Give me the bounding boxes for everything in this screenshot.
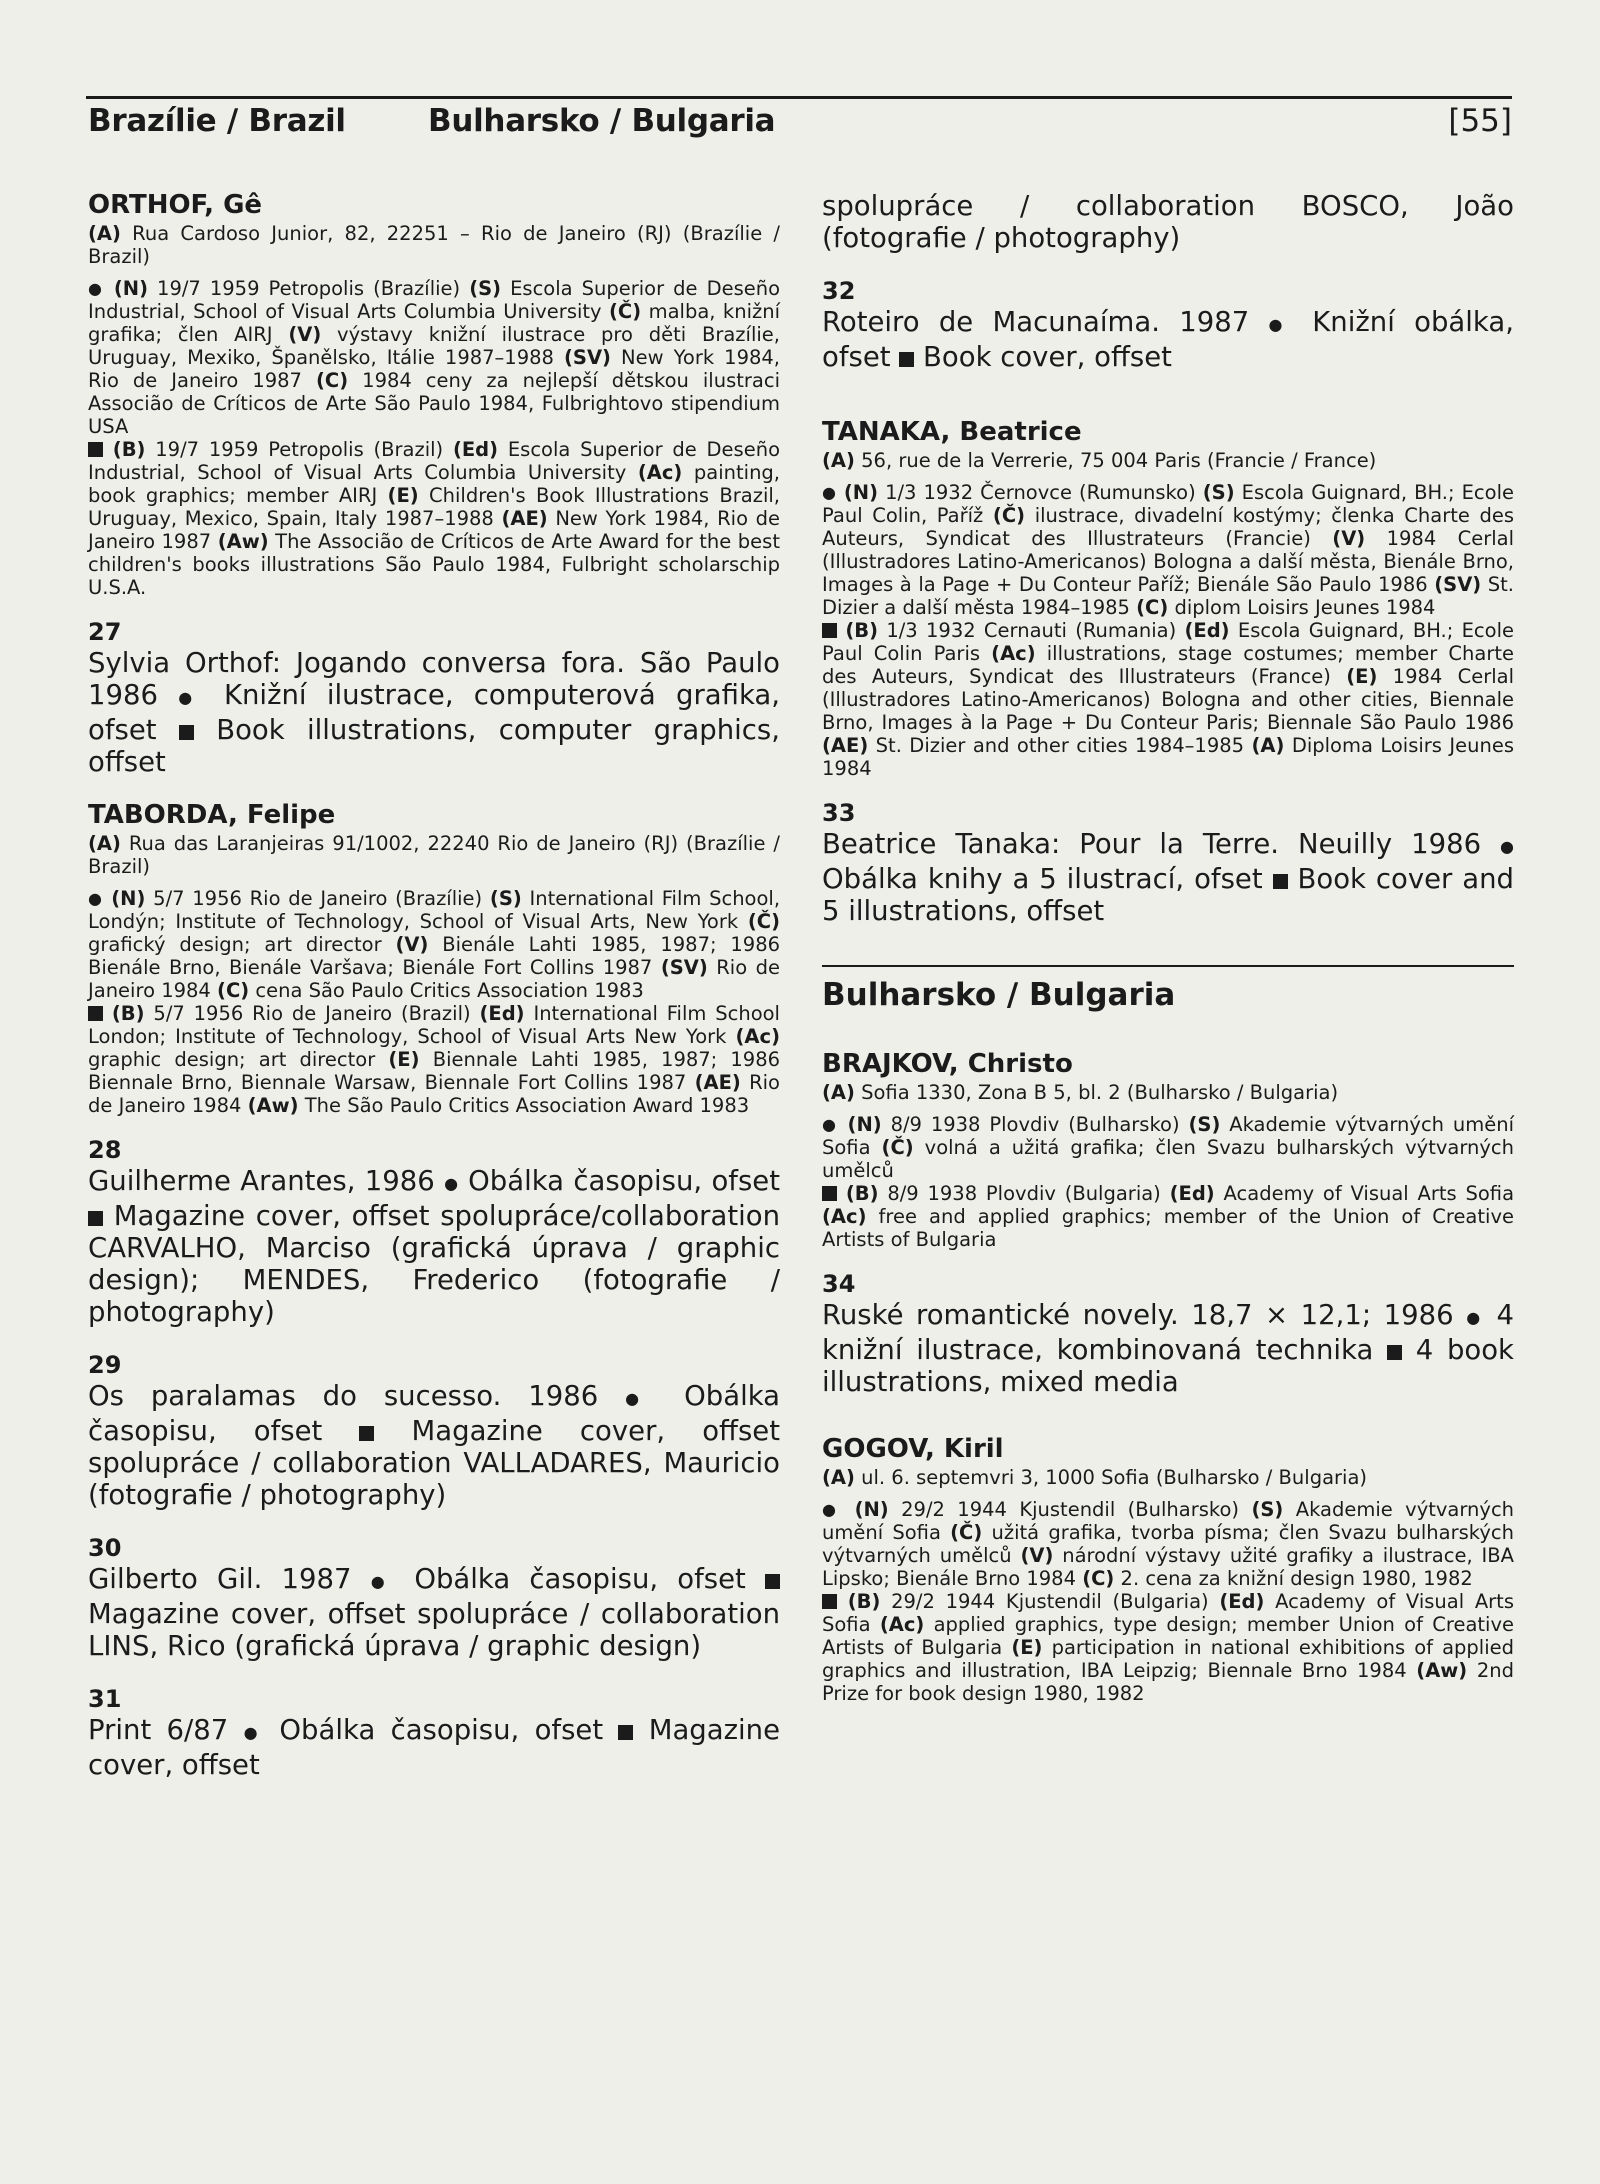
work-entry-27: [88, 617, 780, 778]
field-label: (Ac): [735, 1025, 780, 1048]
field-text: participation in national exhibitions of applied graphics and illustration, IBA Leipzig; Biennale Brno 1984: [822, 1636, 1515, 1682]
field-text: Ruské romantické novely. 18,7 × 12,1; 1986: [822, 1299, 1454, 1331]
artist-name: BRAJKOV, Christo: [822, 1049, 1073, 1079]
address: [88, 832, 780, 878]
field-text: Knižní ilustrace, computerová grafika, ofset: [88, 679, 780, 746]
field-text: Sofia 1330, Zona B 5, bl. 2 (Bulharsko / Bulgaria): [861, 1081, 1339, 1104]
field-text: Diploma Loisirs Jeunes 1984: [822, 734, 1515, 780]
field-label: (Ac): [991, 642, 1036, 665]
field-label: (Aw): [217, 530, 269, 553]
bullet-czech-icon: ●: [88, 889, 104, 908]
field-text: Obálka knihy a 5 ilustrací, ofset: [822, 863, 1263, 895]
field-label: (A): [1251, 734, 1285, 757]
work-description: [88, 1563, 780, 1662]
field-text: Bienále Lahti 1985, 1987; 1986 Bienále Brno, Bienále Varšava; Bienále Fort Collins 1987: [88, 933, 781, 979]
work-number: 34: [822, 1270, 856, 1298]
bullet-czech-icon: ●: [1268, 315, 1293, 334]
field-text: 5/7 1956 Rio de Janeiro (Brazílie): [153, 887, 483, 910]
field-label: (AE): [501, 507, 548, 530]
field-text: spolupráce / collaboration LINS, Rico (grafická úprava / graphic design): [88, 1598, 781, 1662]
field-text: 2. cena za knižní design 1980, 1982: [1120, 1567, 1473, 1590]
field-text: cena São Paulo Critics Association 1983: [255, 979, 644, 1002]
bio-czech: [88, 277, 780, 599]
field-text: Obálka časopisu, ofset: [414, 1563, 746, 1595]
field-label: (A): [822, 1081, 855, 1104]
work-description: [822, 1299, 1514, 1398]
field-text: St. Dizier a další města 1984–1985: [822, 573, 1515, 619]
field-text: diplom Loisirs Jeunes 1984: [1174, 596, 1436, 619]
artist-entry-orthof: [88, 190, 780, 599]
field-text: International Film School, Londýn; Institute of Technology, School of Visual Arts, New York: [88, 887, 781, 933]
field-text: Book illustrations, computer graphics, offset: [88, 714, 780, 778]
work-description: [88, 1380, 780, 1511]
artist-entry-taborda: [88, 800, 780, 1117]
field-text: užitá grafika, tvorba písma; člen Svazu bulharských výtvarných umělců: [822, 1521, 1514, 1567]
field-label: (B): [111, 1002, 145, 1025]
field-text: Book cover, offset: [923, 341, 1172, 373]
work-entry-29: [88, 1350, 780, 1511]
field-label: (AE): [822, 734, 869, 757]
field-label: (Aw): [1416, 1659, 1468, 1682]
field-label: (V): [1332, 527, 1366, 550]
artist-entry-tanaka: [822, 417, 1514, 780]
field-text: Escola Superior de Deseño Industrial, School of Visual Arts Columbia University: [88, 438, 781, 484]
field-text: ul. 6. septemvri 3, 1000 Sofia (Bulharsko / Bulgaria): [861, 1466, 1368, 1489]
field-text: ilustrace, divadelní kostýmy; členka Charte des Auteurs, Syndicat des Illustrateurs (Francie): [822, 504, 1514, 550]
flag-english-icon: [822, 1186, 837, 1201]
artist-name: ORTHOF, Gê: [88, 190, 263, 220]
field-text: Academy of Visual Arts Sofia: [1223, 1182, 1515, 1205]
field-label: (Ac): [637, 461, 683, 484]
bio-czech: [822, 1498, 1514, 1705]
field-label: (Ac): [879, 1613, 925, 1636]
work-description: [88, 1165, 780, 1328]
field-label: (S): [489, 887, 522, 910]
bullet-czech-icon: ●: [88, 279, 105, 298]
work-number: 29: [88, 1351, 122, 1379]
flag-english-icon: [88, 1211, 103, 1226]
field-text: The São Paulo Critics Association Award 1983: [304, 1094, 750, 1117]
work-entry-34: [822, 1269, 1514, 1398]
field-text: International Film School London; Institute of Technology, School of Visual Arts New York: [88, 1002, 780, 1048]
field-text: 19/7 1959 Petropolis (Brazílie): [157, 277, 461, 300]
section-title: Bulharsko / Bulgaria: [822, 977, 1176, 1013]
field-text: národní výstavy užité grafiky a ilustrace, IBA Lipsko; Bienále Brno 1984: [822, 1544, 1514, 1590]
right-column: [822, 190, 1514, 1723]
work-entry-31: [88, 1684, 780, 1781]
field-text: 1984 ceny za nejlepší dětskou ilustraci Associão de Críticos de Arte São Paulo 1984, Fulbrightovo stipendium USA: [88, 369, 780, 438]
field-text: 2nd Prize for book design 1980, 1982: [822, 1659, 1515, 1705]
field-label: (S): [469, 277, 502, 300]
artist-name: GOGOV, Kiril: [822, 1434, 1004, 1464]
flag-english-icon: [618, 1725, 633, 1740]
field-text: 29/2 1944 Kjustendil (Bulharsko): [901, 1498, 1240, 1521]
work-description: [822, 828, 1514, 927]
field-text: 1/3 1932 Černovce (Rumunsko): [885, 481, 1196, 504]
field-text: Knižní obálka, ofset: [822, 306, 1514, 373]
field-label: (B): [845, 619, 878, 642]
work-number: 30: [88, 1534, 122, 1562]
flag-english-icon: [179, 725, 194, 740]
field-text: Obálka časopisu, ofset: [468, 1165, 781, 1197]
work-number: 32: [822, 277, 856, 305]
field-text: Academy of Visual Arts Sofia: [822, 1590, 1514, 1636]
address: [822, 449, 1514, 472]
bullet-czech-icon: ●: [822, 483, 837, 502]
work-number: 33: [822, 799, 856, 827]
work-entry-28: [88, 1135, 780, 1328]
field-label: (V): [288, 323, 322, 346]
field-label: (Ed): [1184, 619, 1230, 642]
flag-english-icon: [88, 442, 103, 457]
field-text: Escola Guignard, BH.; Ecole Paul Colin Paris: [822, 619, 1514, 665]
field-text: spolupráce / collaboration VALLADARES, Mauricio (fotografie / photography): [88, 1447, 780, 1511]
field-label: (Ed): [1169, 1182, 1215, 1205]
field-text: 4 book illustrations, mixed media: [822, 1334, 1514, 1398]
left-column: [88, 190, 780, 1803]
address: [822, 1081, 1514, 1104]
field-text: 19/7 1959 Petropolis (Brazil): [155, 438, 444, 461]
field-label: (Č): [950, 1521, 983, 1544]
field-text: free and applied graphics; member of the Union of Creative Artists of Bulgaria: [822, 1205, 1514, 1251]
section-heading-bulgaria: [822, 965, 1514, 1013]
field-label: (N): [847, 1113, 882, 1136]
flag-english-icon: [359, 1426, 374, 1441]
field-text: Rio de Janeiro 1984: [88, 1071, 780, 1117]
flag-english-icon: [822, 623, 837, 638]
bullet-czech-icon: ●: [444, 1174, 459, 1193]
work-number: 28: [88, 1136, 122, 1164]
work-description: [88, 1714, 780, 1781]
flag-english-icon: [899, 352, 914, 367]
field-label: (S): [1202, 481, 1235, 504]
bullet-czech-icon: ●: [822, 1115, 839, 1134]
flag-english-icon: [1273, 874, 1288, 889]
field-label: (Ed): [479, 1002, 525, 1025]
bio-czech: [88, 887, 780, 1117]
header-country-brazil: Brazílie / Brazil: [88, 103, 346, 139]
field-label: (E): [387, 484, 419, 507]
field-text: Rua das Laranjeiras 91/1002, 22240 Rio de Janeiro (RJ) (Brazílie / Brazil): [88, 832, 780, 878]
field-label: (B): [847, 1590, 881, 1613]
field-label: (C): [315, 369, 349, 392]
address: [822, 1466, 1514, 1489]
field-text: Biennale Lahti 1985, 1987; 1986 Biennale Brno, Biennale Warsaw, Biennale Fort Collins 1987: [88, 1048, 781, 1094]
field-text: St. Dizier and other cities 1984–1985: [875, 734, 1245, 757]
bullet-czech-icon: ●: [625, 1389, 658, 1408]
field-label: (Č): [881, 1136, 914, 1159]
artist-entry-brajkov: [822, 1049, 1514, 1251]
field-label: (Č): [992, 504, 1026, 527]
field-text: Rio de Janeiro 1984: [88, 956, 780, 1002]
field-text: Children's Book Illustrations Brazil, Uruguay, Mexico, Spain, Italy 1987–1988: [88, 484, 781, 530]
field-label: (Ac): [822, 1205, 867, 1228]
field-text: Rua Cardoso Junior, 82, 22251 – Rio de Janeiro (RJ) (Brazílie / Brazil): [88, 222, 781, 268]
flag-english-icon: [822, 1594, 837, 1609]
header-country-bulgaria: Bulharsko / Bulgaria: [428, 103, 776, 139]
field-text: malba, knižní grafika; člen AIRJ: [88, 300, 780, 346]
field-label: (Ed): [1219, 1590, 1265, 1613]
field-text: Os paralamas do sucesso. 1986: [88, 1380, 599, 1412]
field-label: (S): [1188, 1113, 1221, 1136]
field-label: (V): [1020, 1544, 1054, 1567]
work-entry-31-continued: [822, 190, 1514, 254]
field-label: (N): [843, 481, 879, 504]
field-text: painting, book graphics; member AIRJ: [88, 461, 781, 507]
field-text: Magazine cover, offset: [88, 1714, 781, 1781]
field-label: (B): [112, 438, 146, 461]
field-text: 1984 Cerlal (Illustradores Latino-Americanos) Bologna a další města, Bienále Brno, Images à la Page + Du Conteur Paříž; Bienále São Paulo 1986: [822, 527, 1515, 596]
flag-english-icon: [1387, 1345, 1402, 1360]
field-text: graphic design; art director: [88, 1048, 376, 1071]
field-label: (B): [845, 1182, 879, 1205]
field-label: (A): [88, 832, 121, 855]
bio-czech: [822, 481, 1514, 780]
field-label: (SV): [563, 346, 611, 369]
field-label: (Aw): [247, 1094, 299, 1117]
field-text: 8/9 1938 Plovdiv (Bulgaria): [887, 1182, 1161, 1205]
field-text: Obálka časopisu, ofset: [88, 1380, 780, 1447]
field-label: (A): [822, 1466, 855, 1489]
field-label: (A): [822, 449, 855, 472]
field-text: 4 knižní ilustrace, kombinovaná technika: [822, 1299, 1515, 1366]
field-label: (C): [1136, 596, 1169, 619]
bullet-czech-icon: ●: [178, 688, 204, 707]
field-label: (Č): [747, 910, 780, 933]
field-text: Akademie výtvarných umění Sofia: [822, 1498, 1515, 1544]
field-label: (N): [854, 1498, 889, 1521]
field-label: (A): [88, 222, 121, 245]
work-description: [88, 647, 780, 778]
field-label: (N): [113, 277, 148, 300]
field-text: 8/9 1938 Plovdiv (Bulharsko): [890, 1113, 1180, 1136]
field-label: (Č): [609, 300, 642, 323]
field-text: Print 6/87: [88, 1714, 229, 1746]
bio-czech: [822, 1113, 1514, 1251]
field-text: volná a užitá grafika; člen Svazu bulharských výtvarných umělců: [822, 1136, 1515, 1182]
bullet-czech-icon: ●: [243, 1723, 265, 1742]
field-text: Magazine cover, offset: [411, 1415, 780, 1447]
field-text: Magazine cover, offset: [113, 1200, 430, 1232]
field-text: Sylvia Orthof: Jogando conversa fora. São Paulo 1986: [88, 647, 780, 711]
field-text: Guilherme Arantes, 1986: [88, 1165, 435, 1197]
work-number: 31: [88, 1685, 122, 1713]
field-text: Magazine cover, offset: [88, 1598, 406, 1630]
field-text: Beatrice Tanaka: Pour la Terre. Neuilly 1986: [822, 828, 1482, 860]
field-text: 1984 Cerlal (Illustradores Latino-Americanos) Bologna and other cities, Biennale Brno, Images à la Page + Du Conteur Paris; Biennale São Paulo 1986: [822, 665, 1514, 734]
field-label: (S): [1251, 1498, 1284, 1521]
address: [88, 222, 780, 268]
field-text: 29/2 1944 Kjustendil (Bulgaria): [891, 1590, 1209, 1613]
field-text: Roteiro de Macunaíma. 1987: [822, 306, 1250, 338]
bullet-czech-icon: ●: [1500, 837, 1514, 856]
field-text: illustrations, stage costumes; member Charte des Auteurs, Syndicat des Illustrateurs (France): [822, 642, 1514, 688]
bullet-czech-icon: ●: [822, 1500, 843, 1519]
field-label: (E): [1346, 665, 1378, 688]
field-text: Escola Superior de Deseño Industrial, School of Visual Arts Columbia University: [88, 277, 781, 323]
field-text: grafický design; art director: [88, 933, 382, 956]
artist-entry-gogov: [822, 1434, 1514, 1705]
artist-name: TABORDA, Felipe: [88, 800, 336, 830]
field-text: Escola Guignard, BH.; Ecole Paul Colin, Paříž: [822, 481, 1514, 527]
field-label: (N): [111, 887, 146, 910]
work-description: [822, 306, 1514, 373]
field-text: 1/3 1932 Cernauti (Rumania): [886, 619, 1177, 642]
field-text: Obálka časopisu, ofset: [279, 1714, 604, 1746]
artist-name: TANAKA, Beatrice: [822, 417, 1082, 447]
field-text: Akademie výtvarných umění Sofia: [822, 1113, 1515, 1159]
field-text: New York 1984, Rio de Janeiro 1987: [88, 507, 780, 553]
field-text: The Associão de Críticos de Arte Award for the best children's books illustrations São Paulo 1984, Fulbright scholarschip U.S.A.: [88, 530, 780, 599]
work-collaboration: spolupráce / collaboration BOSCO, João (fotografie / photography): [822, 190, 1514, 254]
field-label: (Ed): [452, 438, 499, 461]
work-entry-30: [88, 1533, 780, 1662]
page-number: [55]: [1448, 103, 1512, 139]
field-text: spolupráce/collaboration CARVALHO, Marciso (grafická úprava / graphic design); MENDES, Frederico (fotografie / photography): [88, 1200, 781, 1328]
bullet-czech-icon: ●: [370, 1572, 396, 1591]
field-text: New York 1984, Rio de Janeiro 1987: [88, 346, 780, 392]
field-label: (E): [388, 1048, 420, 1071]
work-entry-33: [822, 798, 1514, 927]
flag-english-icon: [765, 1574, 780, 1589]
work-number: 27: [88, 618, 122, 646]
field-text: applied graphics, type design; member Union of Creative Artists of Bulgaria: [822, 1613, 1514, 1659]
field-label: (C): [1082, 1567, 1115, 1590]
field-label: (E): [1011, 1636, 1043, 1659]
field-label: (AE): [694, 1071, 741, 1094]
field-text: 56, rue de la Verrerie, 75 004 Paris (Francie / France): [861, 449, 1377, 472]
field-label: (V): [395, 933, 429, 956]
work-entry-32: [822, 276, 1514, 373]
field-text: 5/7 1956 Rio de Janeiro (Brazil): [153, 1002, 471, 1025]
field-text: Gilberto Gil. 1987: [88, 1563, 352, 1595]
flag-english-icon: [88, 1006, 103, 1021]
field-label: (SV): [660, 956, 708, 979]
field-text: Book cover and 5 illustrations, offset: [822, 863, 1514, 927]
page-header: [86, 96, 1512, 149]
bullet-czech-icon: ●: [1466, 1308, 1484, 1327]
field-text: výstavy knižní ilustrace pro děti Brazílie, Uruguay, Mexiko, Španělsko, Itálie 1987–1988: [88, 323, 780, 369]
field-label: (SV): [1434, 573, 1482, 596]
field-label: (C): [217, 979, 250, 1002]
